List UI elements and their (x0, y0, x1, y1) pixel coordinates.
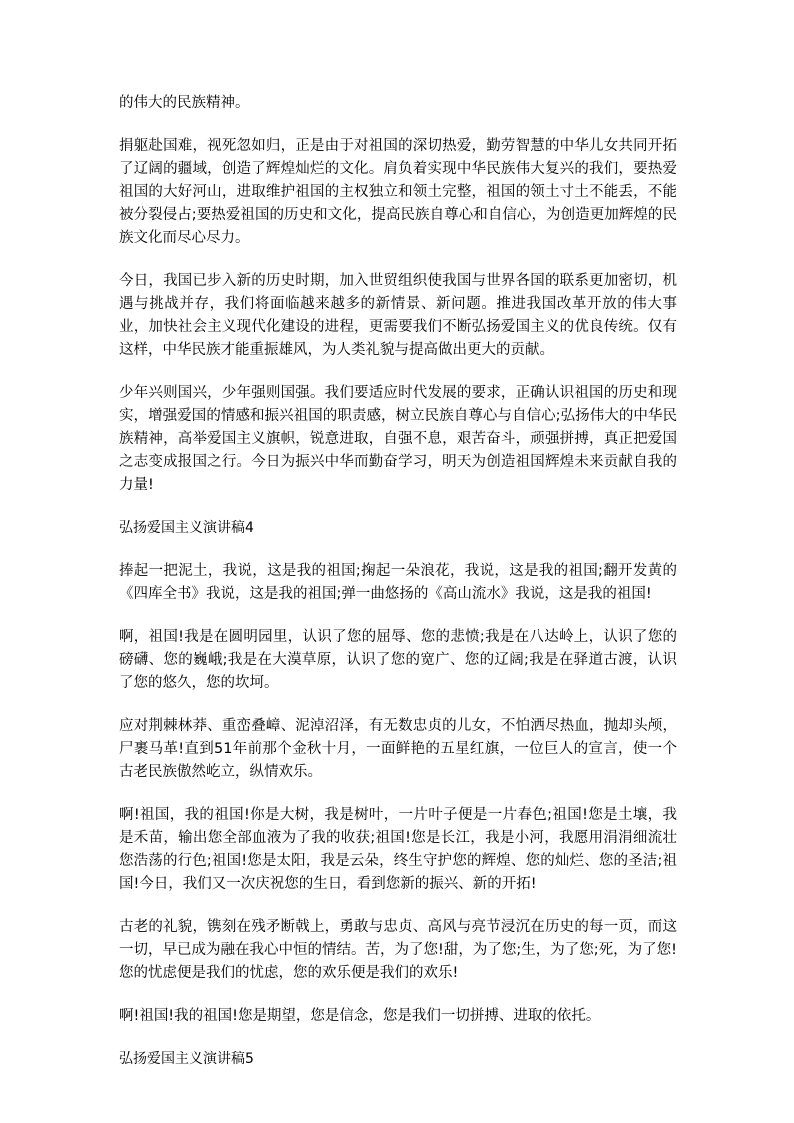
paragraph-1: 的伟大的民族精神。 (119, 95, 250, 111)
paragraph-3: 今日，我国已步入新的历史时期，加入世贸组织使我国与世界各国的联系更加密切，机遇与挑战并存，我们将面临越来越多的新情景、新问题。推进我国改革开放的伟大事业，加快社会主义现代化建设的进程，更需要我们不断弘扬爱国主义的优良传统。仅有这样，中华民族才能重振雄风，为人类礼貌与提高做出更大的贡献。 (119, 273, 677, 358)
paragraph-8: 啊!祖国，我的祖国!你是大树，我是树叶，一片叶子便是一片春色;祖国!您是土壤，我是禾苗，输出您全部血液为了我的收获;祖国!您是长江，我是小河，我愿用涓涓细流壮您浩荡的行色;祖国!您是太阳，我是云朵，终生守护您的辉煌、您的灿烂、您的圣洁;祖国!今日，我们又一次庆祝您的生日，看到您新的振兴、新的开拓! (119, 807, 677, 892)
paragraph-10: 啊!祖国!我的祖国!您是期望，您是信念，您是我们一切拼搏、进取的依托。 (119, 1008, 601, 1024)
paragraph-5: 捧起一把泥土，我说，这是我的祖国;掬起一朵浪花，我说，这是我的祖国;翻开发黄的《四库全书》我说，这是我的祖国;弹一曲悠扬的《高山流水》我说，这是我的祖国! (119, 563, 677, 602)
paragraph-6: 啊，祖国!我是在圆明园里，认识了您的屈辱、您的悲愤;我是在八达岭上，认识了您的磅礴、您的巍峨;我是在大漠草原，认识了您的宽广、您的辽阔;我是在驿道古渡，认识了您的悠久，您的坎坷。 (119, 629, 677, 691)
paragraph-9: 古老的礼貌，镌刻在残矛断戟上，勇敢与忠贞、高风与亮节浸沉在历史的每一页，而这一切，早已成为融在我心中恒的情结。苦，为了您!甜，为了您;生，为了您;死，为了您!您的忧虑便是我们的忧虑，您的欢乐便是我们的欢乐! (119, 919, 677, 981)
paragraph-4: 少年兴则国兴，少年强则国强。我们要适应时代发展的要求，正确认识祖国的历史和现实，增强爱国的情感和振兴祖国的职责感，树立民族自尊心与自信心;弘扬伟大的中华民族精神，高举爱国主义旗帜，锐意进取，自强不息，艰苦奋斗，顽强拼搏，真正把爱国之志变成报国之行。今日为振兴中华而勤奋学习，明天为创造祖国辉煌未来贡献自我的力量! (119, 385, 677, 493)
section-heading-5: 弘扬爱国主义演讲稿5 (119, 1051, 254, 1067)
section-heading-4: 弘扬爱国主义演讲稿4 (119, 520, 254, 536)
document-page (119, 92, 677, 1091)
paragraph-2: 捐躯赴国难，视死忽如归，正是由于对祖国的深切热爱，勤劳智慧的中华儿女共同开拓了辽阔的疆域，创造了辉煌灿烂的文化。肩负着实现中华民族伟大复兴的我们，要热爱祖国的大好河山，进取维护祖国的主权独立和领土完整，祖国的领土寸土不能丢，不能被分裂侵占;要热爱祖国的历史和文化，提高民族自尊心和自信心，为创造更加辉煌的民族文化而尽心尽力。 (119, 138, 677, 246)
paragraph-7: 应对荆棘林莽、重峦叠嶂、泥淖沼泽，有无数忠贞的儿女，不怕洒尽热血，抛却头颅，尸裹马革!直到51年前那个金秋十月，一面鲜艳的五星红旗，一位巨人的宣言，使一个古老民族傲然屹立，纵情欢乐。 (119, 718, 677, 780)
